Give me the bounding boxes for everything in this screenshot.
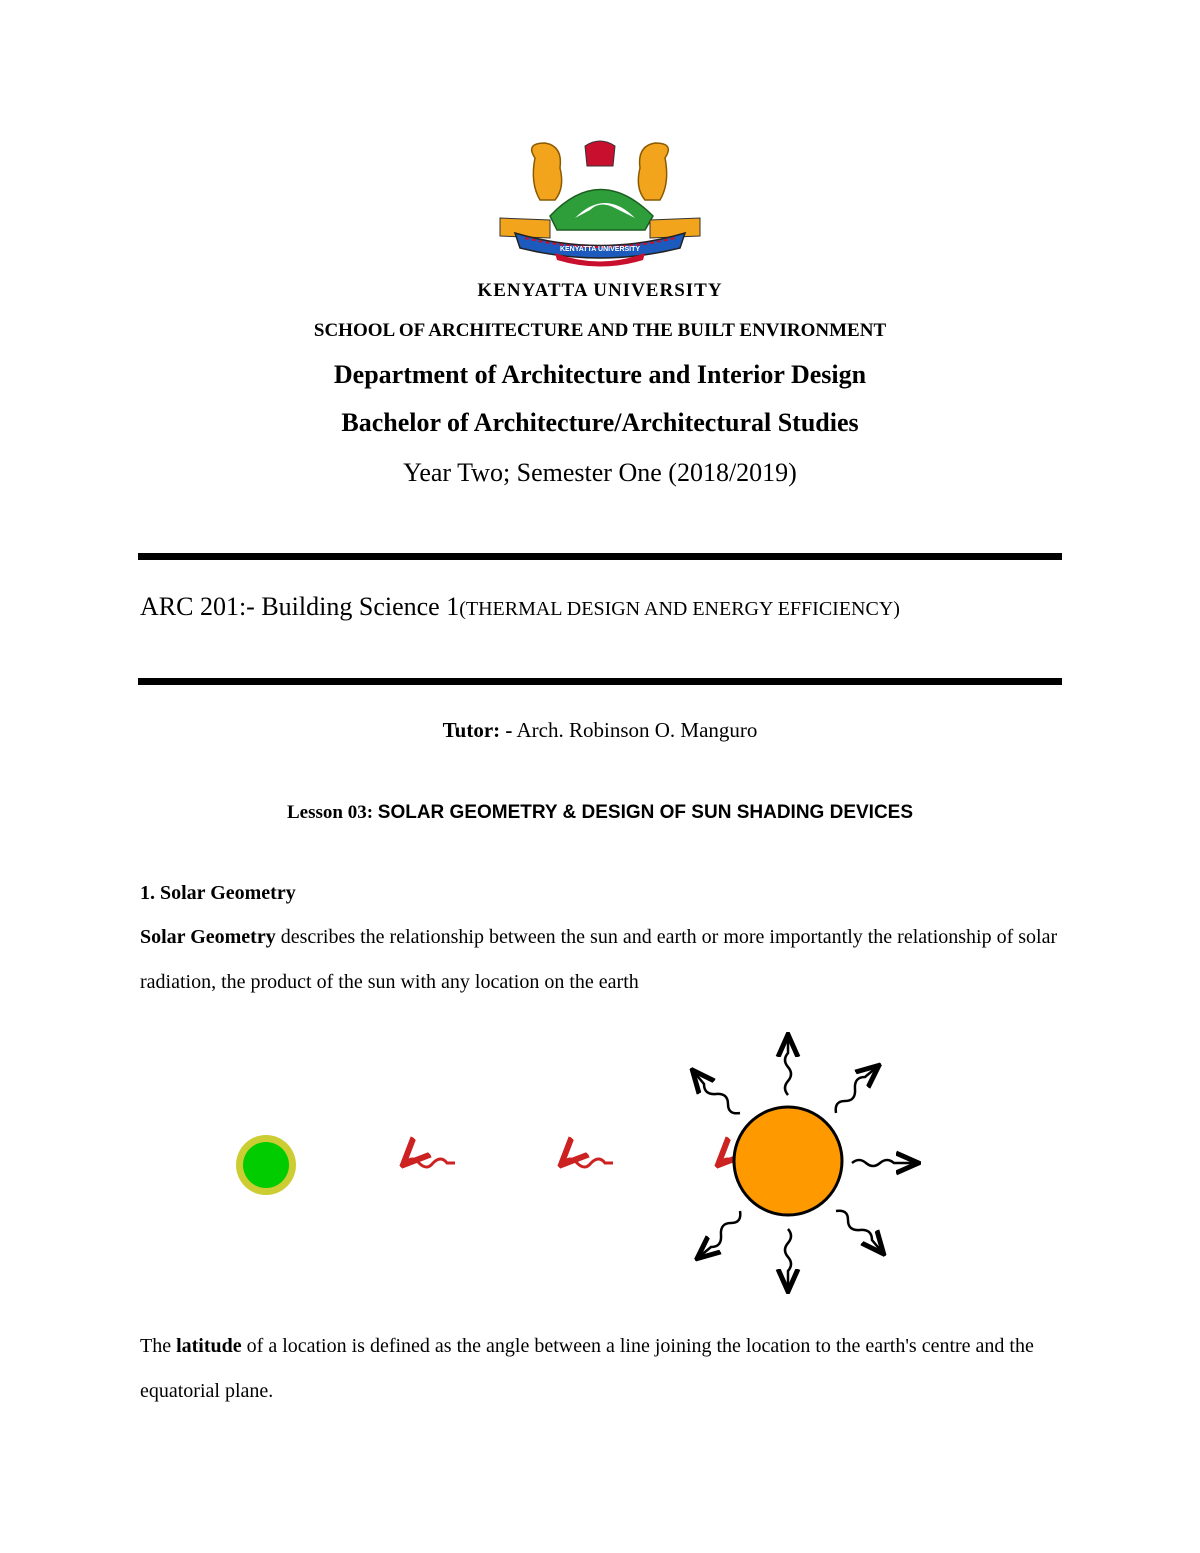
latitude-term: latitude — [176, 1335, 242, 1357]
tutor-name: Arch. Robinson O. Manguro — [516, 718, 758, 742]
university-crest-logo — [495, 138, 705, 273]
latitude-lead: The — [140, 1335, 177, 1357]
earth-icon — [236, 1135, 296, 1195]
sun-earth-diagram — [220, 1025, 940, 1305]
department-name: Department of Architecture and Interior Design — [333, 360, 867, 389]
programme-name: Bachelor of Architecture/Architectural Studies — [341, 408, 859, 437]
bottom-divider — [138, 678, 1062, 685]
section-heading: 1. Solar Geometry — [140, 882, 296, 904]
year-semester: Year Two; Semester One (2018/2019) — [403, 458, 797, 487]
course-subtitle: (THERMAL DESIGN AND ENERGY EFFICIENCY) — [459, 598, 900, 620]
latitude-text: of a location is defined as the angle between a line joining the location to the earth's centre and the equatorial plane. — [140, 1335, 1034, 1402]
school-name: SCHOOL OF ARCHITECTURE AND THE BUILT ENVIRONMENT — [313, 320, 887, 341]
sun-icon — [734, 1107, 842, 1215]
latitude-definition — [140, 1324, 1070, 1414]
definition-text: describes the relationship between the sun and earth or more importantly the relationship of solar radiation, the product of the sun with any location on the earth — [140, 926, 1058, 993]
top-divider — [138, 553, 1062, 560]
svg-text:KENYATTA UNIVERSITY: KENYATTA UNIVERSITY — [559, 246, 641, 253]
definition-term: Solar Geometry — [140, 926, 276, 948]
lesson-heading — [0, 802, 1200, 824]
solar-geometry-definition — [140, 915, 1070, 1005]
tutor-line — [0, 718, 1200, 743]
tutor-label: Tutor: - — [442, 718, 513, 742]
lesson-title: SOLAR GEOMETRY & DESIGN OF SUN SHADING DEVICES — [377, 802, 914, 823]
solar-ray-arrows — [405, 1159, 770, 1167]
lesson-number: Lesson 03: — [286, 802, 374, 823]
course-code-title: ARC 201:- Building Science 1 — [140, 592, 460, 621]
university-name: KENYATTA UNIVERSITY — [477, 280, 723, 301]
course-title — [140, 592, 900, 622]
